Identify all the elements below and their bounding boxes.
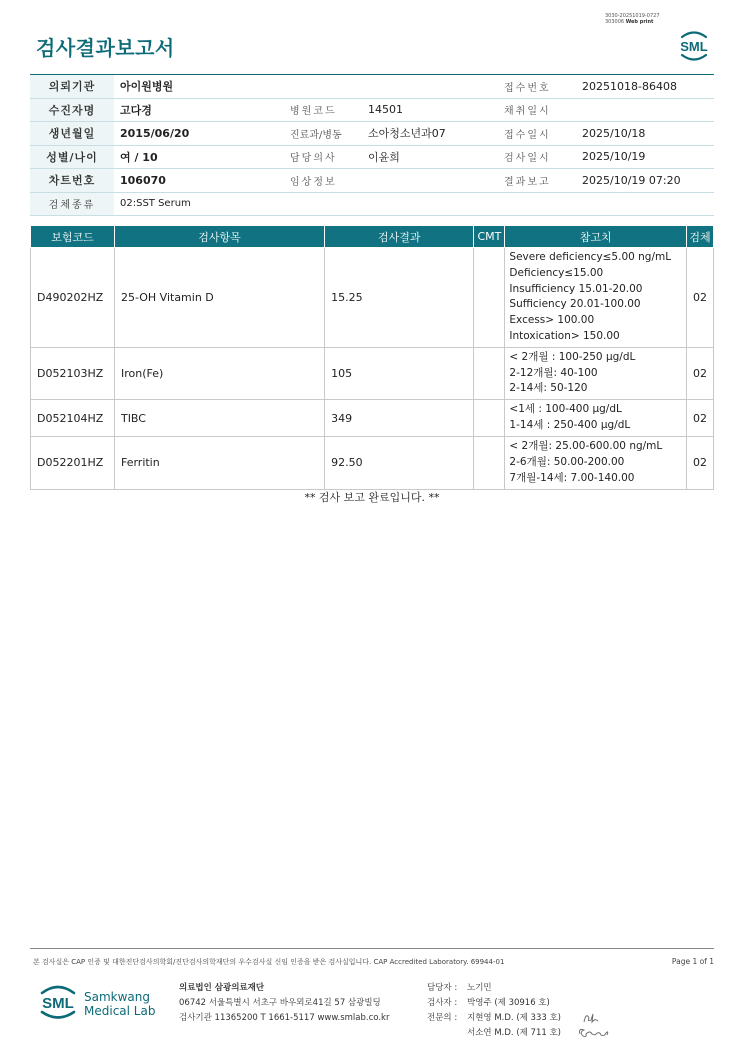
ref-line: < 2개월 : 100-250 µg/dL	[509, 350, 636, 363]
cell-specimen: 02	[686, 248, 713, 348]
cell-result: 15.25	[325, 248, 474, 348]
info-row	[30, 75, 714, 99]
value-empty	[362, 75, 498, 99]
staff-info	[427, 981, 561, 1041]
cell-code: D052201HZ	[31, 437, 115, 489]
cell-result: 349	[325, 400, 474, 437]
table-row	[31, 400, 714, 437]
ref-line: Deficiency≤15.00	[509, 266, 604, 279]
cell-reference	[505, 347, 687, 399]
value-report-date: 2025/10/19 07:20	[576, 169, 714, 193]
report-complete-note: ** 검사 보고 완료입니다. **	[304, 491, 440, 504]
sml-footer-logo-icon	[36, 980, 80, 1024]
label-doctor: 담당의사	[284, 145, 362, 169]
cell-reference	[505, 437, 687, 489]
staff-row-specialist2	[427, 1026, 561, 1041]
ref-line: < 2개월: 25.00-600.00 ng/mL	[509, 440, 663, 453]
label-test-date: 검사일시	[498, 145, 576, 169]
print-code	[605, 13, 660, 25]
manager-name: 노기민	[467, 983, 492, 993]
page-title: 검사결과보고서	[36, 36, 175, 60]
page-number: Page 1 of 1	[671, 957, 714, 966]
staff-row-manager	[427, 981, 561, 996]
label-receipt-date: 접수일시	[498, 122, 576, 146]
header-test-item: 검사항목	[114, 226, 324, 248]
info-row	[30, 145, 714, 169]
value-department: 소아청소년과07	[362, 122, 498, 146]
cell-item: 25-OH Vitamin D	[114, 248, 324, 348]
value-birth-date: 2015/06/20	[114, 122, 284, 146]
spacer	[427, 1026, 467, 1041]
value-collection-date	[576, 98, 714, 122]
brand-line2: Medical Lab	[84, 1004, 156, 1018]
brand-line1: Samkwang	[84, 990, 150, 1004]
org-name: 의료법인 삼광의료재단	[179, 983, 265, 993]
org-contact: 검사기관 11365200 T 1661-5117 www.smlab.co.kr	[179, 1013, 390, 1023]
label-receipt-no: 접수번호	[498, 75, 576, 99]
results-header-row	[31, 226, 714, 248]
cell-cmt	[474, 400, 505, 437]
print-code-id: 303006	[605, 19, 625, 25]
info-row	[30, 98, 714, 122]
table-row	[31, 248, 714, 348]
cell-cmt	[474, 437, 505, 489]
cell-cmt	[474, 248, 505, 348]
value-receipt-no: 20251018-86408	[576, 75, 714, 99]
staff-row-tester	[427, 996, 561, 1011]
value-doctor: 이윤희	[362, 145, 498, 169]
logo-text: SML	[680, 39, 708, 54]
label-collection-date: 채취일시	[498, 98, 576, 122]
value-test-date: 2025/10/19	[576, 145, 714, 169]
footer-divider	[30, 948, 714, 949]
cell-specimen: 02	[686, 400, 713, 437]
print-code-line2	[605, 19, 660, 25]
specialist-label: 전문의 :	[427, 1013, 458, 1023]
patient-info-table	[30, 74, 714, 216]
value-hospital-code: 14501	[362, 98, 498, 122]
label-clinical-info: 임상정보	[284, 169, 362, 193]
info-row	[30, 169, 714, 193]
print-code-tag: Web print	[625, 19, 654, 25]
specialist1-name: 지현영 M.D. (제 333 호)	[467, 1013, 562, 1023]
value-sex-age: 여 / 10	[114, 145, 284, 169]
ref-line: Excess> 100.00	[509, 314, 595, 327]
results-table	[30, 225, 714, 490]
label-department: 진료과/병동	[284, 122, 362, 146]
ref-line: Intoxication> 150.00	[509, 329, 620, 342]
label-birth-date: 생년월일	[30, 122, 114, 146]
value-receipt-date: 2025/10/18	[576, 122, 714, 146]
cell-result: 92.50	[325, 437, 474, 489]
ref-line: <1세 : 100-400 µg/dL	[509, 403, 622, 416]
info-row	[30, 122, 714, 146]
cell-item: Ferritin	[114, 437, 324, 489]
ref-line: 2-12개월: 40-100	[509, 366, 598, 379]
label-chart-no: 차트번호	[30, 169, 114, 193]
label-patient-name: 수진자명	[30, 98, 114, 122]
ref-line: Severe deficiency≤5.00 ng/mL	[509, 251, 672, 263]
value-chart-no: 106070	[114, 169, 284, 193]
ref-line: 2-14세: 50-120	[509, 382, 588, 395]
label-requesting-org: 의뢰기관	[30, 75, 114, 99]
specialist2-name: 서소연 M.D. (제 711 호)	[467, 1028, 562, 1038]
table-row	[31, 437, 714, 489]
org-address: 06742 서울특별시 서초구 바우뫼로41길 57 삼광빌딩	[179, 998, 381, 1008]
label-empty	[284, 75, 362, 99]
tester-name: 박영주 (제 30916 호)	[467, 998, 550, 1008]
value-clinical-info	[362, 169, 498, 193]
ref-line: 2-6개월: 50.00-200.00	[509, 455, 625, 468]
certification-text: 본 검사실은 CAP 인증 및 대한진단검사의학회/진단검사의학재단의 우수검사실 신임 인증을 받은 검사실입니다. CAP Accredited Laboratory. 69944-01	[33, 958, 505, 966]
ref-line: Sufficiency 20.01-100.00	[509, 298, 641, 311]
cell-item: Iron(Fe)	[114, 347, 324, 399]
ref-line: Insufficiency 15.01-20.00	[509, 282, 643, 295]
header-specimen: 검체	[686, 226, 713, 248]
value-specimen-type: 02:SST Serum	[114, 192, 714, 216]
label-sex-age: 성별/나이	[30, 145, 114, 169]
cell-specimen: 02	[686, 437, 713, 489]
staff-row-specialist	[427, 1011, 561, 1026]
cell-reference	[505, 400, 687, 437]
label-hospital-code: 병원코드	[284, 98, 362, 122]
cell-item: TIBC	[114, 400, 324, 437]
tester-label: 검사자 :	[427, 998, 458, 1008]
cell-code: D052104HZ	[31, 400, 115, 437]
header-insurance-code: 보험코드	[31, 226, 115, 248]
info-row	[30, 192, 714, 216]
header-reference: 참고치	[505, 226, 687, 248]
sml-logo-icon	[674, 26, 714, 66]
cell-reference	[505, 248, 687, 348]
print-code-line1: 3030-20251019-0727	[605, 13, 660, 19]
value-requesting-org: 아이원병원	[114, 75, 284, 99]
label-report-date: 결과보고	[498, 169, 576, 193]
value-patient-name: 고다경	[114, 98, 284, 122]
organization-info	[179, 981, 389, 1026]
table-row	[31, 347, 714, 399]
ref-line: 1-14세 : 250-400 µg/dL	[509, 419, 631, 432]
manager-label: 담당자 :	[427, 983, 458, 993]
cell-specimen: 02	[686, 347, 713, 399]
footer-brand	[84, 990, 155, 1018]
cell-code: D052103HZ	[31, 347, 115, 399]
signature-icon	[576, 1008, 612, 1040]
cell-cmt	[474, 347, 505, 399]
label-specimen-type: 검체종류	[30, 192, 114, 216]
header-cmt: CMT	[474, 226, 505, 248]
ref-line: 7개월-14세: 7.00-140.00	[509, 471, 635, 484]
cell-result: 105	[325, 347, 474, 399]
cell-code: D490202HZ	[31, 248, 115, 348]
footer-logo-text: SML	[42, 995, 74, 1012]
header-test-result: 검사결과	[325, 226, 474, 248]
